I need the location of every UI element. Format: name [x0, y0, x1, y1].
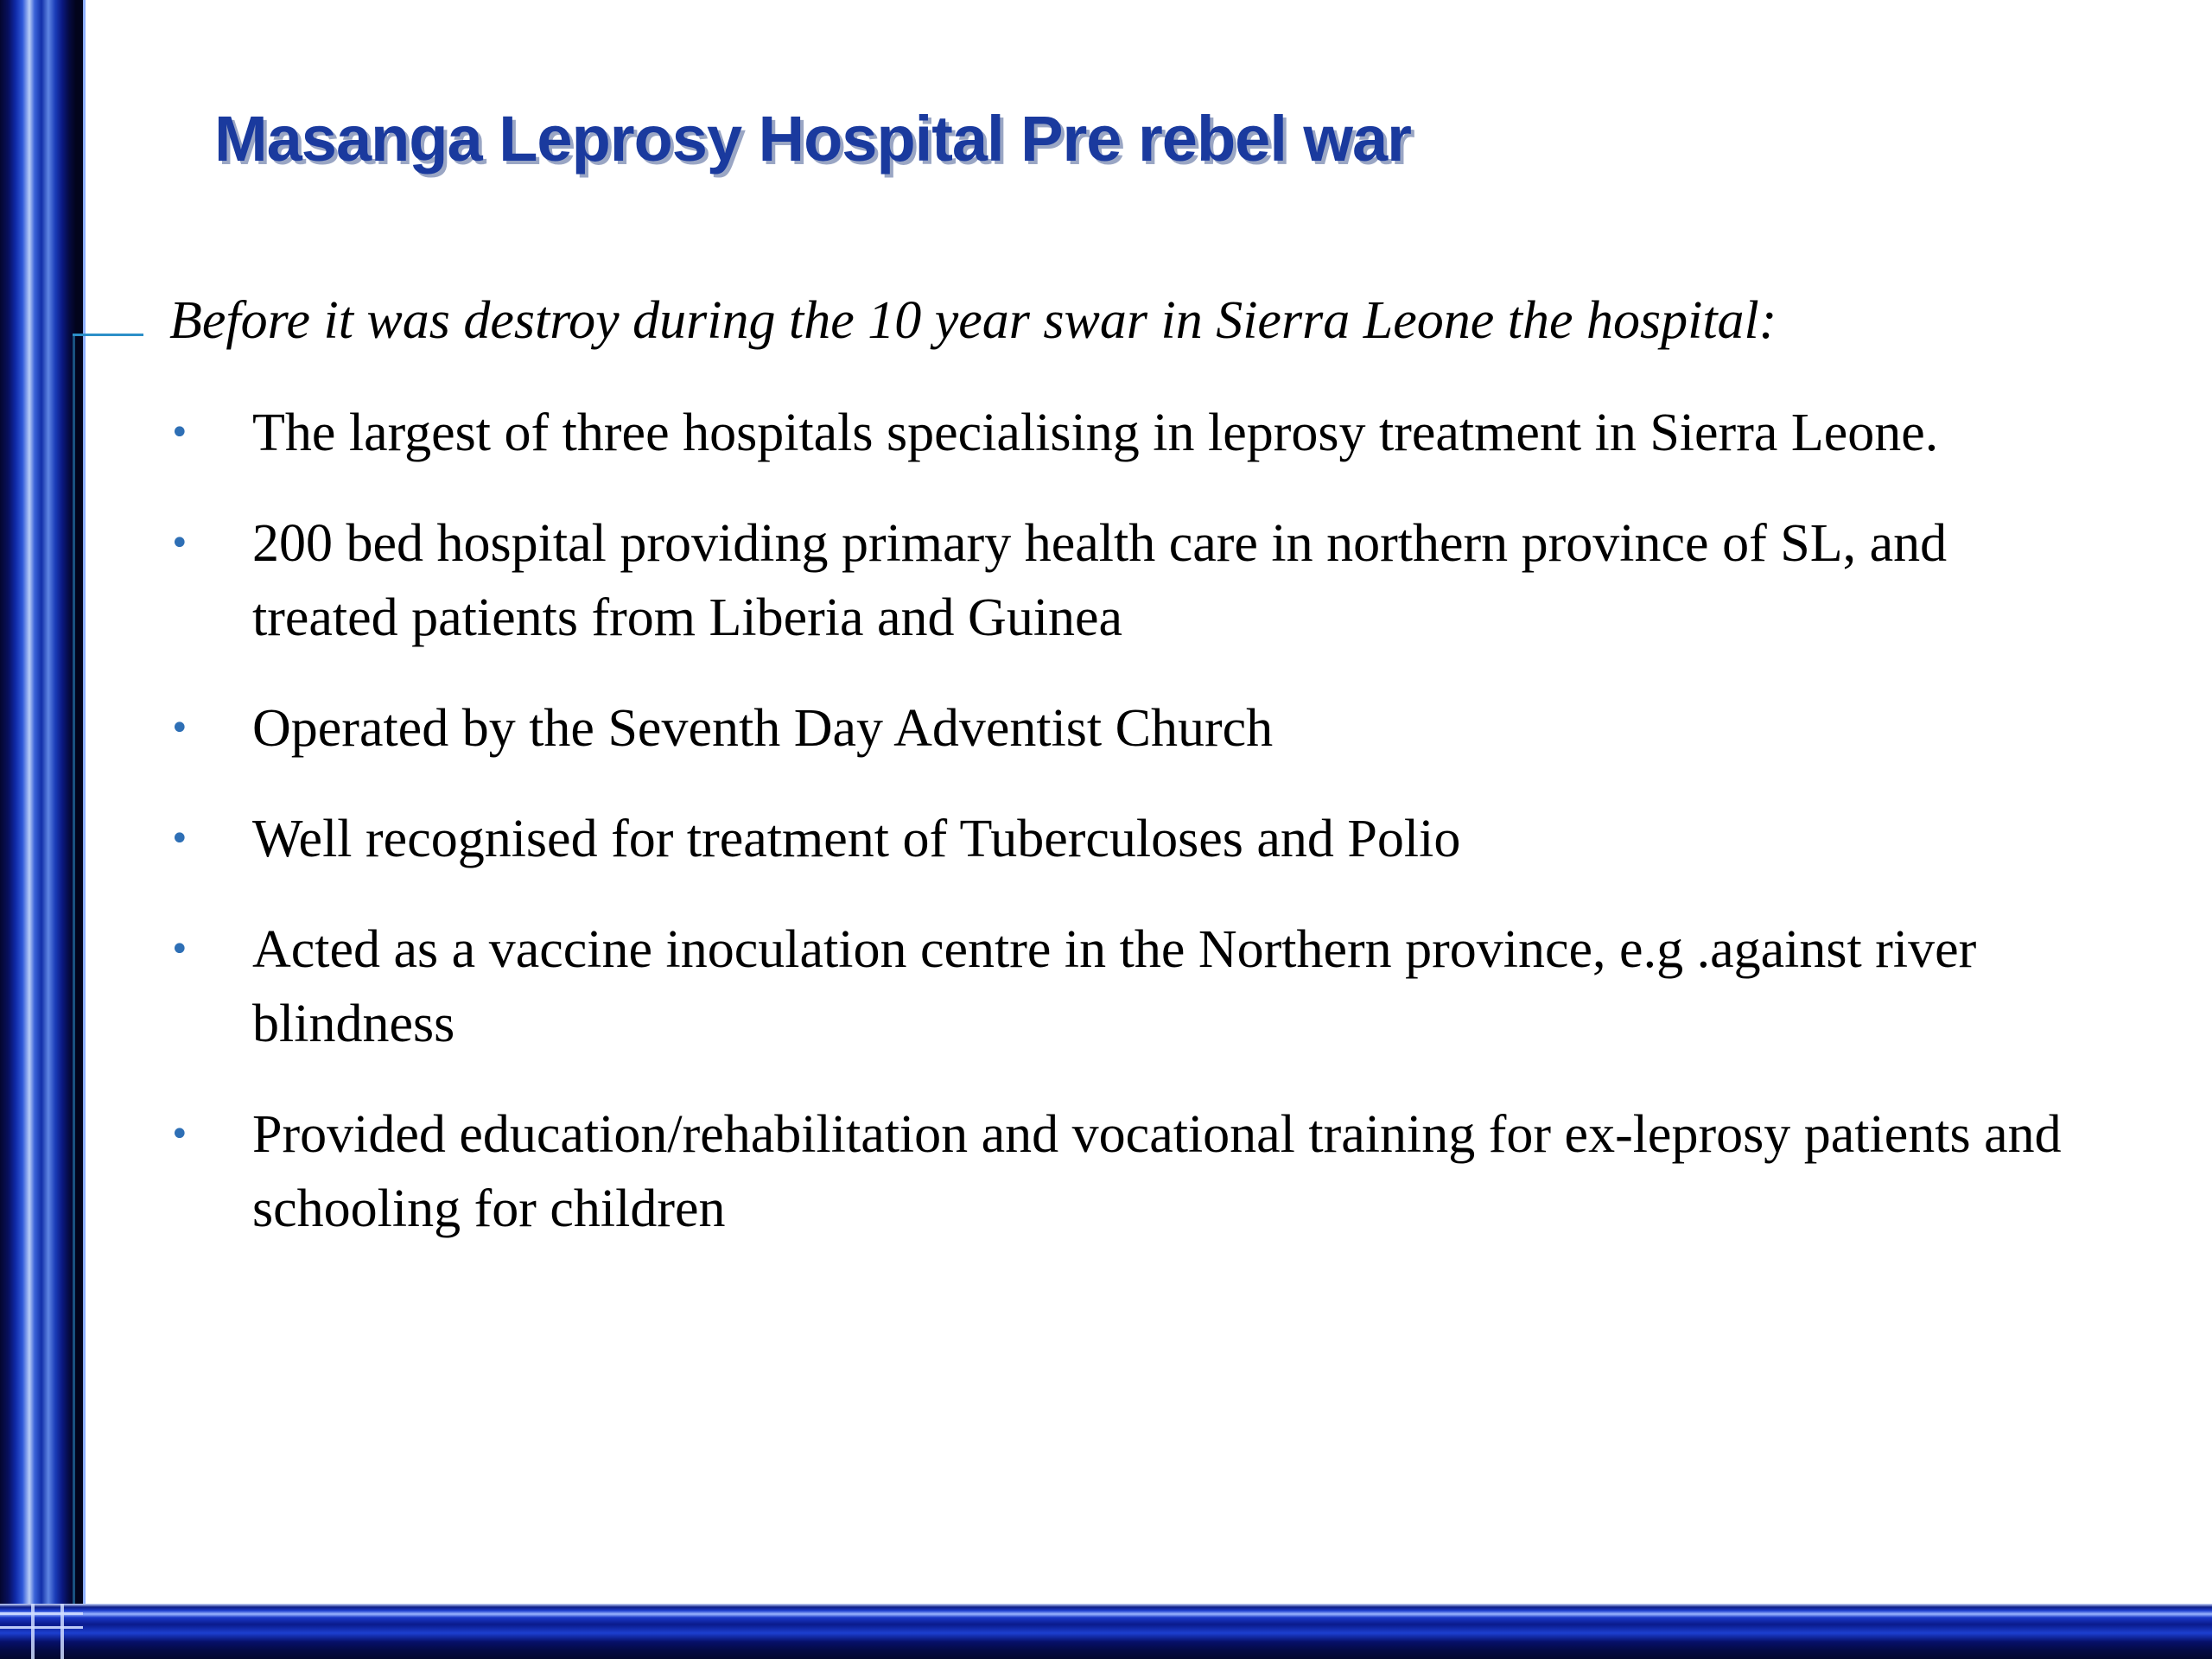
bullet-item	[169, 912, 2070, 1061]
bullet-text: 200 bed hospital providing primary health care in northern province of SL, and treated patients from Liberia and Guinea	[252, 514, 1948, 647]
bullet-text: The largest of three hospitals specialising in leprosy treatment in Sierra Leone.	[252, 404, 1939, 462]
bullet-text: Well recognised for treatment of Tuberculoses and Polio	[252, 810, 1461, 868]
bullet-icon: •	[169, 524, 190, 563]
intro-text: Before it was destroy during the 10 year swar in Sierra Leone the hospital:	[169, 291, 1777, 350]
bullet-item	[169, 396, 2070, 470]
bullet-icon: •	[169, 1115, 190, 1154]
left-border-highlight-line	[83, 0, 86, 1605]
bullet-icon: •	[169, 709, 190, 748]
bullet-item	[169, 691, 2070, 766]
bullet-icon: •	[169, 930, 190, 969]
bullet-text: Provided education/rehabilitation and vocational training for ex-leprosy patients and schooling for children	[252, 1105, 2062, 1238]
bullet-icon: •	[169, 413, 190, 453]
content-accent-line	[73, 334, 75, 1604]
bullet-item	[169, 802, 2070, 876]
bullet-item	[169, 506, 2070, 655]
intro-accent-line	[73, 334, 143, 336]
bullet-icon: •	[169, 819, 190, 859]
bullet-item	[169, 1097, 2070, 1246]
bottom-decorative-border	[0, 1604, 2212, 1659]
bullet-list	[169, 396, 2070, 1282]
left-decorative-border	[0, 0, 83, 1659]
border-grid-line	[0, 1626, 83, 1629]
bullet-text: Acted as a vaccine inoculation centre in the Northern province, e.g .against river blindness	[252, 920, 1977, 1053]
bullet-text: Operated by the Seventh Day Adventist Church	[252, 699, 1274, 758]
slide-title: Masanga Leprosy Hospital Pre rebel war	[214, 103, 1411, 175]
border-grid-line	[0, 1612, 83, 1615]
